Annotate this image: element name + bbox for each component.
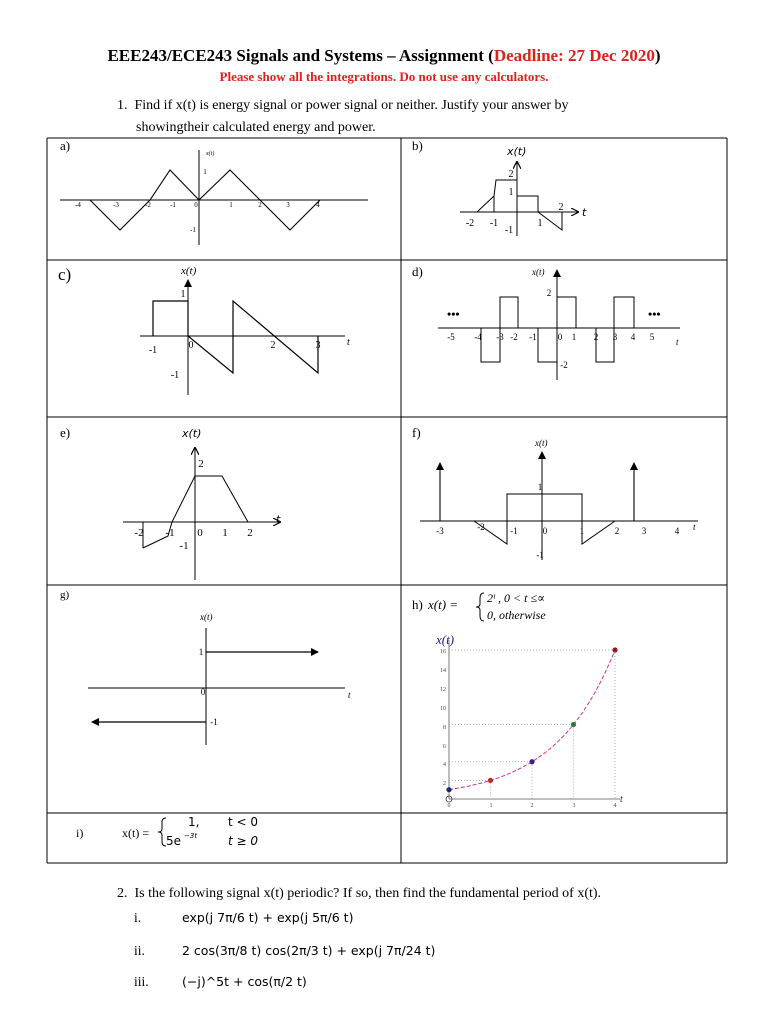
- tick: -3: [436, 526, 444, 536]
- tick: -1: [148, 345, 158, 356]
- x-tick: 3: [572, 803, 576, 809]
- y-tick: 16: [440, 649, 446, 655]
- page-title: EEE243/ECE243 Signals and Systems – Assignment (Deadline: 27 Dec 2020): [107, 46, 661, 65]
- panel-h-case2: 0, otherwise: [487, 608, 546, 622]
- data-point: [488, 778, 493, 783]
- tick: -5: [447, 332, 455, 342]
- ellipsis-right: •••: [648, 307, 661, 321]
- panel-h-case1: 2ᵗ , 0 < t ≤∝: [487, 591, 546, 605]
- panel-g: [60, 589, 351, 745]
- panel-g-tlabel: t: [348, 690, 351, 700]
- tick: 0: [200, 687, 206, 697]
- tick: -3: [496, 332, 504, 342]
- table-borders: [47, 138, 727, 863]
- tick: 2: [614, 526, 620, 536]
- tick: -1: [536, 550, 544, 560]
- x-tick: 4: [613, 803, 617, 809]
- tick: -1: [165, 527, 175, 539]
- tick: 2: [558, 202, 564, 213]
- tick: 0: [542, 526, 548, 536]
- panel-f: [412, 425, 698, 560]
- tick: 2: [508, 169, 514, 180]
- q2-item-expr: (−j)^5t + cos(π/2 t): [182, 974, 307, 989]
- data-point: [529, 759, 534, 764]
- tick: 4: [630, 332, 636, 342]
- tick: -2: [134, 527, 144, 539]
- tick: 1: [222, 527, 228, 539]
- tick: -1: [489, 218, 499, 229]
- y-tick: 6: [443, 744, 446, 750]
- q2-item-num: iii.: [134, 974, 149, 989]
- tick: -1: [179, 540, 189, 552]
- tick: 0: [197, 527, 203, 539]
- waveform-c: [153, 301, 318, 373]
- panel-i-case2a: 5e: [166, 834, 182, 848]
- panel-e-ylabel: x(t): [182, 427, 202, 440]
- panel-f-ylabel: x(t): [535, 438, 548, 448]
- data-point: [571, 722, 576, 727]
- tick: 1: [537, 218, 543, 229]
- panel-b: [412, 138, 587, 236]
- tick: 0: [557, 332, 563, 342]
- panel-i-case1b: t < 0: [228, 815, 259, 829]
- tick: -3: [113, 201, 119, 209]
- panel-d-ylabel: x(t): [532, 267, 545, 277]
- q2-item-num: i.: [134, 910, 142, 925]
- question-1-continued: showingtheir calculated energy and power.: [136, 120, 376, 135]
- tick: -1: [170, 201, 176, 209]
- question-1: 1. Find if x(t) is energy signal or power signal or neither. Justify your answer by: [117, 98, 569, 113]
- tick: 1: [198, 647, 204, 657]
- tick: 4: [316, 201, 320, 209]
- tick: -1: [510, 526, 518, 536]
- panel-d-tlabel: t: [676, 337, 679, 347]
- deadline: Deadline: 27 Dec 2020: [493, 46, 655, 65]
- tick: -2: [145, 201, 151, 209]
- panel-e-label: e): [60, 425, 71, 440]
- tick: 1: [537, 482, 543, 492]
- y-tick: 10: [440, 706, 446, 712]
- y-tick: 12: [440, 687, 446, 693]
- exp-chart-tlabel: t: [620, 794, 623, 805]
- panel-h: [412, 591, 623, 809]
- tick: 4: [674, 526, 680, 536]
- tick: -2: [465, 218, 475, 229]
- question-2: 2. Is the following signal x(t) periodic? If so, then find the fundamental period of x(t).: [117, 886, 602, 901]
- panel-f-tlabel: t: [693, 522, 696, 532]
- waveform-d: [481, 297, 634, 362]
- panel-h-label: h): [412, 597, 423, 612]
- tick: 2: [546, 288, 552, 298]
- tick: -1: [504, 225, 514, 236]
- panel-a-label: a): [60, 138, 71, 153]
- panel-c: [58, 265, 350, 395]
- y-tick: 14: [440, 668, 446, 674]
- y-tick: 4: [443, 762, 446, 768]
- panel-i-def: x(t) =: [122, 826, 150, 840]
- x-tick: 1: [489, 803, 493, 809]
- panel-h-def: x(t) =: [428, 597, 459, 612]
- tick: 0: [188, 340, 194, 351]
- panel-b-ylabel: x(t): [507, 145, 527, 158]
- tick: 1: [203, 168, 207, 176]
- tick: -1: [210, 717, 218, 727]
- panel-d-label: d): [412, 264, 423, 279]
- ellipsis-left: •••: [447, 307, 460, 321]
- tick: 2: [247, 527, 253, 539]
- panel-i: [76, 815, 258, 848]
- tick: 3: [612, 332, 618, 342]
- waveform-f: [474, 494, 615, 544]
- tick: 3: [641, 526, 647, 536]
- tick: 1: [180, 289, 186, 300]
- tick: 3: [315, 340, 321, 351]
- panel-c-tlabel: t: [347, 337, 350, 348]
- x-tick: 0: [447, 803, 451, 809]
- panel-a: [60, 138, 368, 245]
- panel-g-ylabel: x(t): [200, 612, 213, 622]
- q2-item-num: ii.: [134, 943, 145, 958]
- panel-i-case2b: t ≥ 0: [228, 834, 259, 848]
- panel-b-tlabel: t: [582, 206, 587, 219]
- tick: 1: [508, 187, 514, 198]
- y-tick: 8: [443, 725, 446, 731]
- data-point: [446, 787, 451, 792]
- y-tick: 2: [443, 781, 446, 787]
- tick: 2: [593, 332, 599, 342]
- panel-e-tlabel: t: [276, 513, 281, 526]
- q2-item-expr: exp(j 7π/6 t) + exp(j 5π/6 t): [182, 910, 354, 925]
- tick: -2: [560, 360, 568, 370]
- tick: -1: [529, 332, 537, 342]
- panel-i-case1a: 1,: [188, 815, 200, 829]
- panel-d: [412, 264, 680, 380]
- tick: 2: [270, 340, 276, 351]
- panel-i-case2exp: −3t: [184, 832, 198, 840]
- tick: -2: [477, 522, 485, 532]
- tick: 1: [229, 201, 233, 209]
- panel-c-ylabel: x(t): [181, 265, 197, 277]
- panel-e: [60, 425, 281, 580]
- panel-f-label: f): [412, 425, 421, 440]
- tick: -1: [190, 226, 196, 234]
- panel-i-label: i): [76, 826, 84, 840]
- tick: 3: [286, 201, 290, 209]
- instructions: Please show all the integrations. Do not use any calculators.: [219, 69, 549, 84]
- tick: -4: [474, 332, 482, 342]
- exp-chart-ylabel: x(t): [436, 632, 455, 647]
- panel-b-label: b): [412, 138, 423, 153]
- tick: 1: [579, 526, 585, 536]
- panel-c-label: c): [58, 265, 72, 284]
- tick: 2: [258, 201, 262, 209]
- exp-chart: [435, 632, 623, 809]
- tick: -4: [75, 201, 81, 209]
- q2-item-expr: 2 cos(3π/8 t) cos(2π/3 t) + exp(j 7π/24 t): [182, 943, 436, 958]
- tick: 5: [649, 332, 655, 342]
- tick: 2: [198, 458, 204, 470]
- tick: -2: [510, 332, 518, 342]
- tick: 1: [571, 332, 577, 342]
- x-tick: 2: [530, 803, 534, 809]
- tick: 0: [194, 201, 198, 209]
- tick: -1: [170, 370, 180, 381]
- panel-a-ylabel: x(t): [206, 151, 215, 157]
- panel-g-label: g): [60, 589, 70, 601]
- data-point: [612, 647, 617, 652]
